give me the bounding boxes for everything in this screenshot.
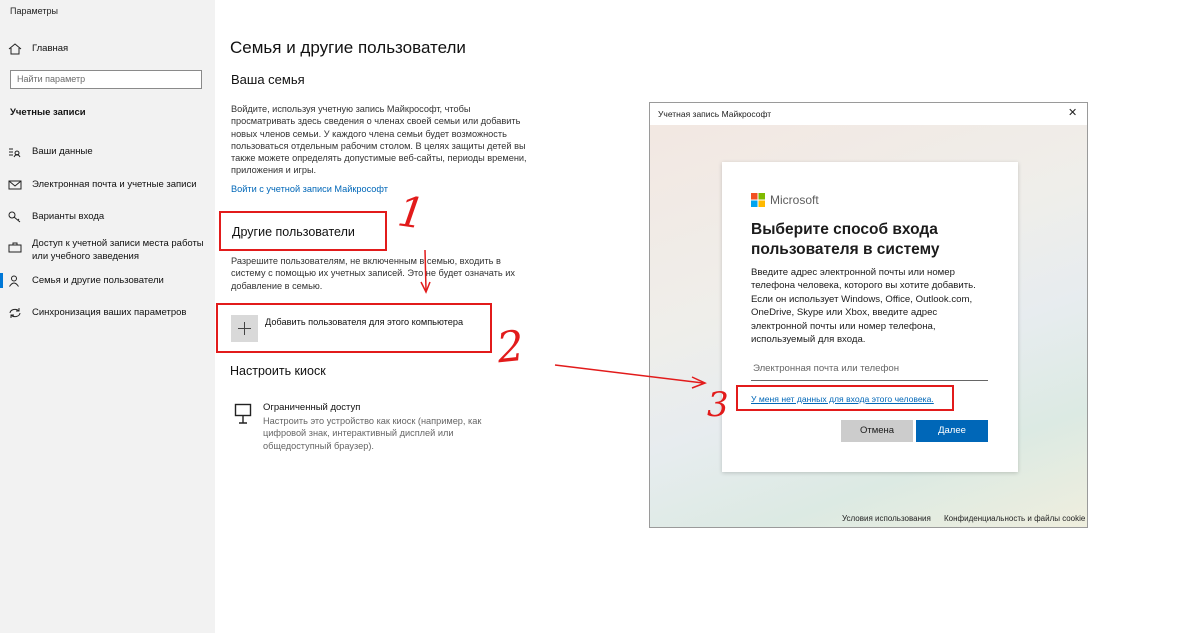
window-title: Параметры — [10, 6, 58, 16]
text-line: телефона человека, которого вы хотите добавить. — [751, 280, 976, 292]
privacy-link[interactable]: Конфиденциальность и файлы cookie — [944, 514, 1086, 523]
text-line: новых членов семьи. У каждого члена семьи будет возможность — [231, 128, 507, 139]
assigned-access-link[interactable]: Ограниченный доступ — [263, 402, 361, 413]
text-line: цифровой знак, интерактивный дисплей или — [263, 428, 454, 439]
input-placeholder: Электронная почта или телефон — [753, 363, 900, 374]
kiosk-heading: Настроить киоск — [230, 364, 326, 378]
sidebar-section-heading: Учетные записи — [10, 107, 86, 118]
sidebar-item-label: или учебного заведения — [32, 251, 140, 262]
text-line: общедоступный браузер). — [263, 440, 374, 451]
text-line: добавление в семью. — [231, 280, 323, 291]
text-line: Введите адрес электронной почты или номер — [751, 267, 955, 278]
search-placeholder: Найти параметр — [17, 74, 86, 84]
other-users-heading: Другие пользователи — [232, 225, 355, 239]
page-title: Семья и другие пользователи — [230, 38, 466, 57]
family-heading: Ваша семья — [231, 72, 305, 87]
sign-in-microsoft-link[interactable]: Войти с учетной записи Майкрософт — [231, 184, 388, 194]
text-line: используемый для входа. — [751, 334, 866, 346]
annotation-step-3: 3 — [707, 385, 729, 425]
next-button[interactable]: Далее — [916, 420, 988, 442]
text-line: Если он использует Windows, Office, Outlook.com, — [751, 293, 973, 305]
terms-link[interactable]: Условия использования — [842, 514, 931, 523]
sidebar-item-label: Синхронизация ваших параметров — [32, 307, 187, 318]
heading-line: Выберите способ входа — [751, 221, 938, 238]
no-sign-in-info-link[interactable]: У меня нет данных для входа этого человека. — [751, 394, 934, 404]
sidebar-item-label: Электронная почта и учетные записи — [32, 179, 197, 190]
text-line: Войдите, используя учетную запись Майкрософт, чтобы — [231, 104, 471, 114]
sidebar-item-label: Варианты входа — [32, 211, 105, 222]
text-line: также можете определять допустимые веб-сайты, периоды времени, — [231, 153, 527, 164]
sidebar-item-label: Главная — [32, 43, 69, 54]
text-line: электронной почты или номер телефона, — [751, 320, 936, 332]
text-line: просматривать здесь сведения о членах своей семьи или добавить — [231, 116, 521, 127]
text-line: OneDrive, Skype или Xbox, введите адрес — [751, 307, 938, 319]
annotation-step-1: 1 — [394, 186, 429, 239]
add-user-button[interactable]: Добавить пользователя для этого компьютера — [265, 317, 464, 327]
brand-name: Microsoft — [770, 193, 819, 207]
text-line: Разрешите пользователям, не включенным в семью, входить в — [231, 256, 501, 266]
text-line: Настроить это устройство как киоск (например, как — [263, 416, 482, 426]
close-icon[interactable]: ✕ — [1068, 107, 1078, 119]
text-line: систему с помощью их учетных записей. Это не будет означать их — [231, 268, 515, 279]
text-line: пользоваться отдельным рабочим столом. В целях защиты детей вы — [231, 140, 526, 151]
annotation-step-2: 2 — [494, 320, 527, 373]
text-line: приложения и игры. — [231, 165, 317, 176]
dialog-title: Учетная запись Майкрософт — [658, 109, 772, 119]
sidebar-item-label: Ваши данные — [32, 146, 93, 157]
cancel-button[interactable]: Отмена — [841, 420, 913, 442]
sidebar-item-label: Семья и другие пользователи — [32, 275, 164, 286]
sidebar-item-label: Доступ к учетной записи места работы — [32, 238, 204, 249]
heading-line: пользователя в систему — [751, 241, 940, 258]
